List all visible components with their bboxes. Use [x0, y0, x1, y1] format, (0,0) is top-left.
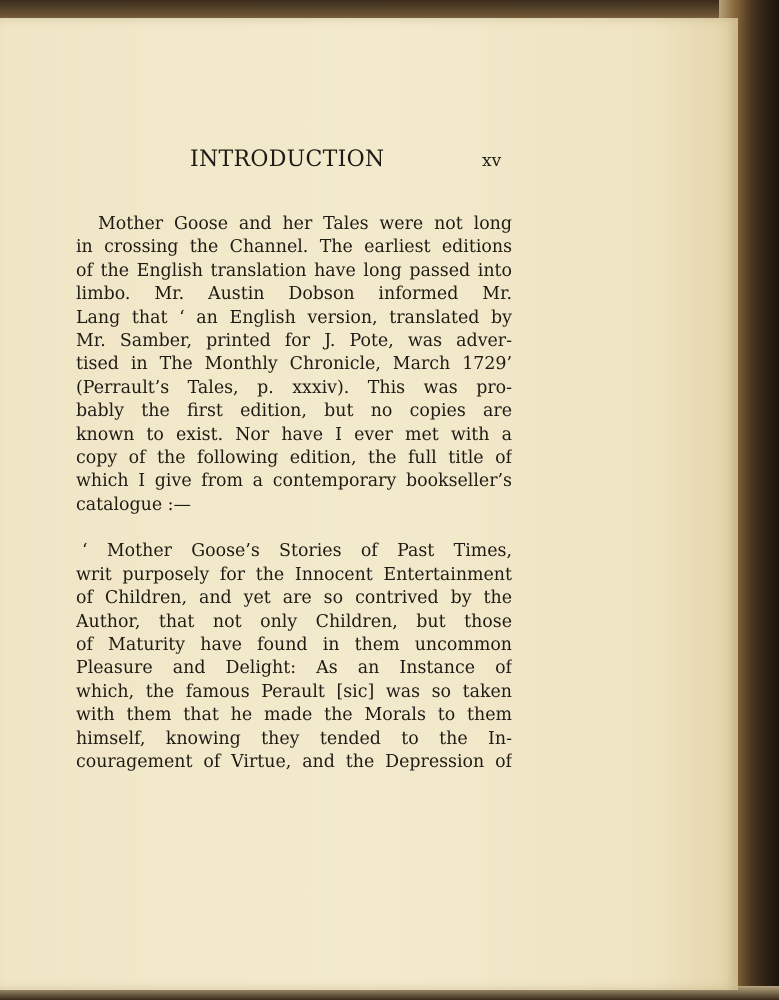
body-text — [76, 213, 512, 774]
text-line: Mother Goose and her Tales were not long — [98, 214, 512, 234]
paragraph-2 — [76, 540, 512, 774]
text-line: which I give from a contemporary bookseller’s — [76, 471, 512, 492]
paragraph-1 — [76, 213, 512, 517]
text-line: known to exist. Nor have I ever met with a — [76, 424, 512, 445]
running-title: INTRODUCTION — [190, 147, 385, 172]
text-line: ‘ Mother Goose’s Stories of Past Times, — [82, 541, 512, 562]
text-line: of the English translation have long passed into — [76, 260, 512, 281]
text-line: limbo. Mr. Austin Dobson informed Mr. — [76, 284, 512, 305]
text-line: Lang that ‘ an English version, translated by — [76, 307, 512, 328]
text-line: Pleasure and Delight: As an Instance of — [76, 658, 512, 679]
text-line: copy of the following edition, the full title of — [76, 448, 512, 469]
text-line: Mr. Samber, printed for J. Pote, was adver- — [76, 331, 512, 352]
text-line: in crossing the Channel. The earliest editions — [76, 237, 512, 258]
text-line: couragement of Virtue, and the Depression of — [76, 751, 512, 772]
text-line: bably the first edition, but no copies are — [76, 401, 512, 422]
text-line: tised in The Monthly Chronicle, March 1729’ — [76, 354, 512, 375]
text-line: catalogue :— — [76, 494, 191, 515]
text-line: Author, that not only Children, but those — [76, 611, 512, 632]
page-number: xv — [482, 151, 502, 171]
text-line: of Children, and yet are so contrived by the — [76, 588, 512, 609]
text-line: (Perrault’s Tales, p. xxxiv). This was pro- — [76, 377, 512, 398]
text-line: which, the famous Perault [sic] was so taken — [76, 681, 512, 702]
text-line: writ purposely for the Innocent Entertainment — [76, 564, 512, 585]
text-line: of Maturity have found in them uncommon — [76, 634, 512, 655]
text-line: with them that he made the Morals to them — [76, 705, 512, 726]
text-line: himself, knowing they tended to the In- — [76, 728, 512, 749]
